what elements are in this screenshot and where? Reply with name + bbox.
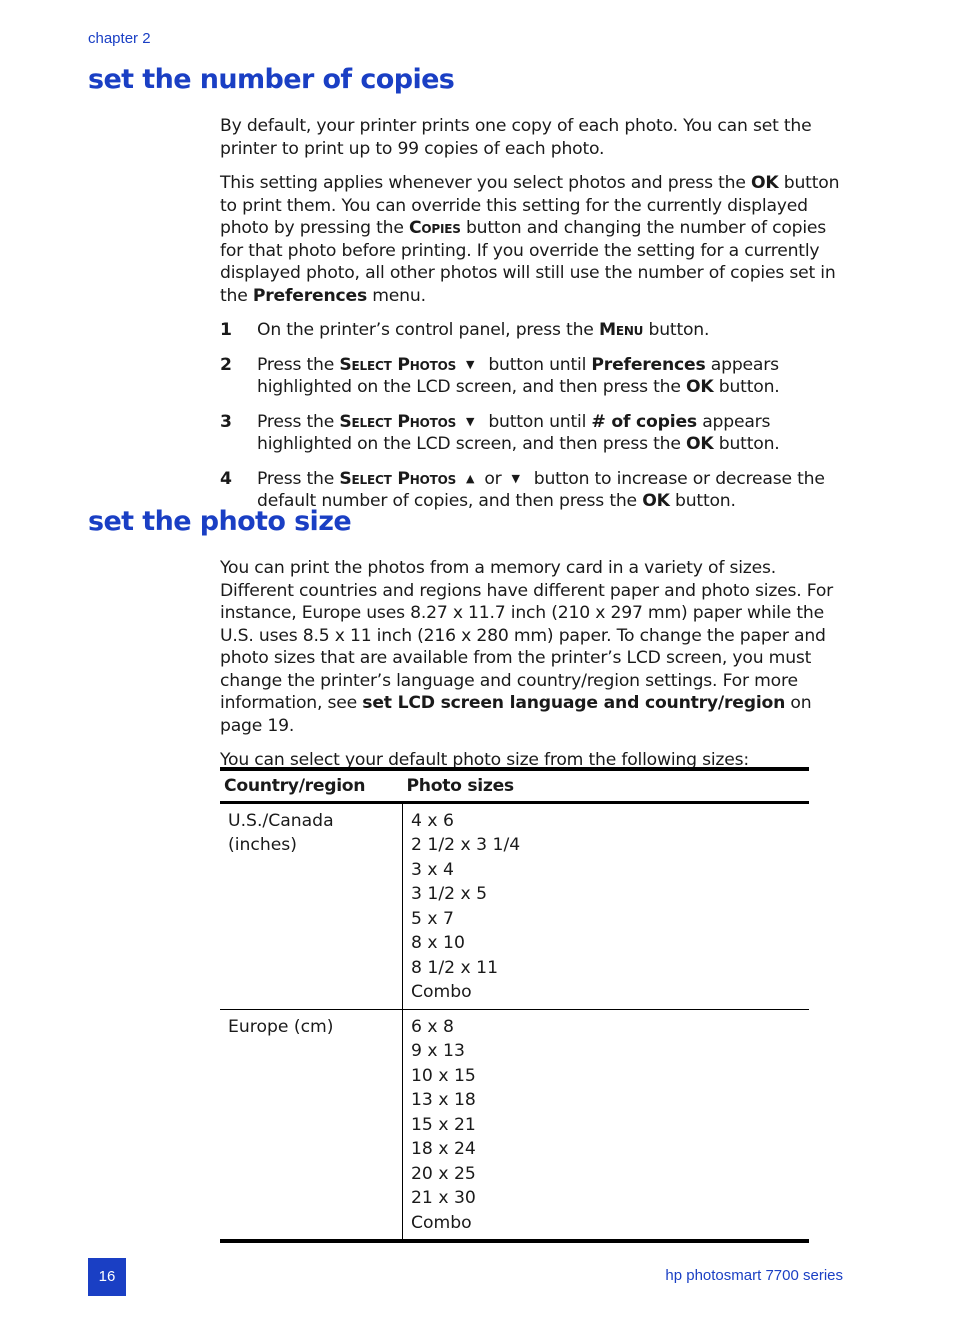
step-3: 3 Press the Select Photos ▼ button until # of copies appears highlighted on the LCD screen, and then press the OK button. [220, 411, 780, 454]
section-title-copies: set the number of copies [88, 64, 455, 95]
table-row [220, 1009, 809, 1241]
size-item: 8 x 10 [411, 933, 465, 953]
size-item: 10 x 15 [411, 1065, 476, 1086]
section-photo-size-body [220, 557, 842, 784]
step-1: 1 On the printer’s control panel, press the Menu button. [220, 320, 710, 340]
column-header-sizes: Photo sizes [403, 769, 810, 802]
up-arrow-icon: ▲ [466, 471, 475, 485]
size-item: 20 x 25 [411, 1163, 476, 1184]
photo-sizes-table [220, 767, 809, 1243]
step-2: 2 Press the Select Photos ▼ button until Preferences appears highlighted on the LCD screen, and then press the OK button. [220, 354, 780, 397]
size-item: Combo [411, 1212, 472, 1233]
intro-paragraph: By default, your printer prints one copy of each photo. You can set the printer to print up to 99 copies of each photo. [220, 116, 812, 159]
product-series-label: hp photosmart 7700 series [665, 1267, 843, 1284]
sizes-cell [403, 1009, 810, 1241]
size-item: 3 1/2 x 5 [411, 884, 488, 904]
region-cell: Europe (cm) [220, 1009, 403, 1241]
steps-list [220, 319, 842, 513]
column-header-region: Country/region [220, 769, 403, 802]
table-row [220, 802, 809, 1009]
size-item: 8 1/2 x 11 [411, 957, 499, 978]
page-number-badge: 16 [88, 1258, 126, 1296]
size-item: 9 x 13 [411, 1041, 465, 1061]
size-item: 5 x 7 [411, 908, 454, 929]
section-copies-body [220, 115, 842, 525]
select-size-paragraph: You can select your default photo size from the following sizes: [220, 750, 749, 770]
size-item: 13 x 18 [411, 1090, 476, 1110]
size-item: 21 x 30 [411, 1188, 476, 1208]
down-arrow-icon: ▼ [466, 357, 475, 371]
size-item: 3 x 4 [411, 859, 454, 880]
down-arrow-icon: ▼ [511, 471, 520, 485]
size-item: 18 x 24 [411, 1139, 476, 1159]
size-item: 2 1/2 x 3 1/4 [411, 835, 521, 855]
sizes-cell [403, 802, 810, 1009]
photo-size-paragraph: You can print the photos from a memory card in a variety of sizes. Different countries and regions have different paper and photo sizes. For instance, Europe uses 8.27 x 11.7 inch (210 x 297 mm) paper while the U.S. uses 8.5 x 11 inch (216 x 280 mm) paper. To change the paper and photo sizes that are available from the printer’s LCD screen, you must change the printer’s language and country/region settings. For more information, see set LCD screen language and country/region on page 19. [220, 558, 834, 736]
size-item: 15 x 21 [411, 1114, 476, 1135]
override-paragraph: This setting applies whenever you select photos and press the OK button to print them. You can override this setting for the currently displayed photo by pressing the Copies button and changing the number of copies for that photo before printing. If you override the setting for a currently displayed photo, all other photos will still use the number of copies set in the Preferences menu. [220, 173, 840, 306]
chapter-label: chapter 2 [88, 30, 151, 47]
step-4: 4 Press the Select Photos ▲ or ▼ button to increase or decrease the default number of copies, and then press the OK button. [220, 468, 825, 511]
size-item: 6 x 8 [411, 1016, 454, 1037]
section-title-photo-size: set the photo size [88, 506, 352, 537]
cross-reference-link: set LCD screen language and country/region [362, 693, 786, 713]
size-item: 4 x 6 [411, 810, 454, 831]
region-cell: U.S./Canada (inches) [220, 802, 403, 1009]
down-arrow-icon: ▼ [466, 414, 475, 428]
size-item: Combo [411, 982, 472, 1002]
